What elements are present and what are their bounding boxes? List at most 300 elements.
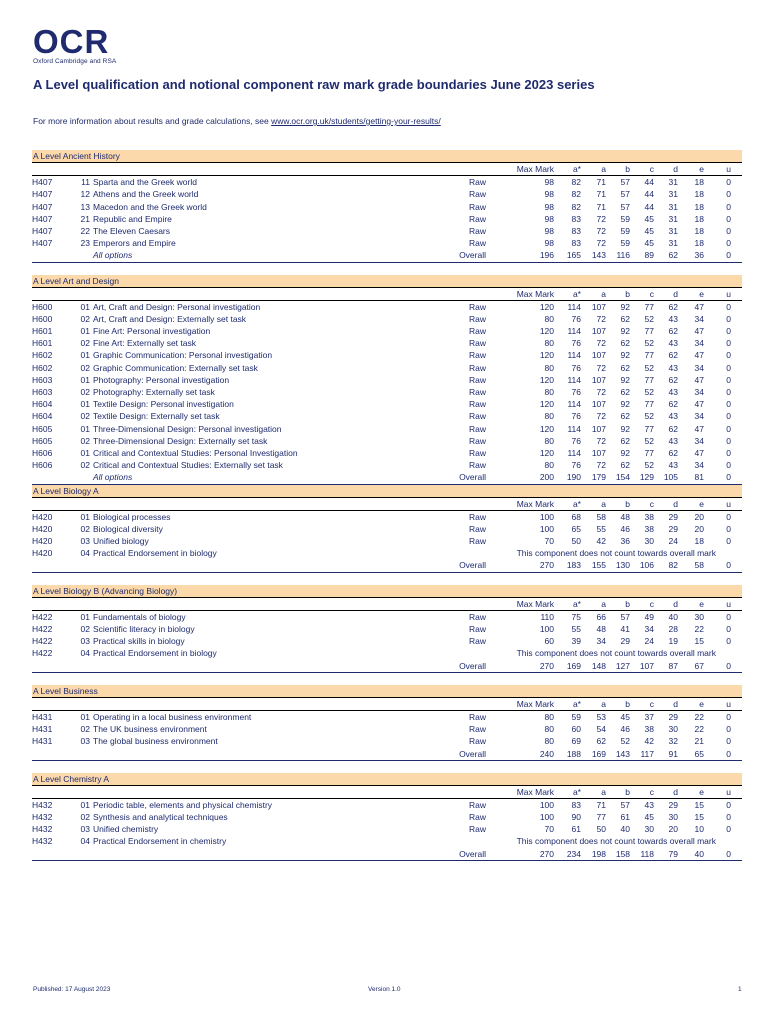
grade-boundary: 57 [620,189,630,200]
max-mark: 110 [540,611,554,622]
grade-boundary: 43 [668,338,678,349]
page-number: 1 [738,986,742,993]
table-row [32,799,742,811]
table-row [32,225,742,237]
grade-boundary: 0 [726,301,731,312]
component-title: Fine Art: Externally set task [93,338,196,349]
component-title: The Eleven Caesars [93,225,171,236]
grade-boundary: 34 [694,435,704,446]
grade-boundary: 65 [694,748,704,759]
grade-boundary: 52 [644,411,654,422]
component-title: Practical Endorsement in biology [93,648,217,659]
grade-boundary: 37 [644,711,654,722]
component-title: Scientific literacy in biology [93,624,195,634]
grade-boundary: 0 [726,338,731,349]
qualification-code: H603 [32,374,53,385]
max-mark: 80 [544,435,554,446]
grade-boundary: 30 [668,724,678,735]
qualification-code: H603 [32,387,53,397]
max-mark: 270 [539,560,554,571]
component-title: Textile Design: Externally set task [93,411,220,422]
grade-boundary: 76 [571,338,581,349]
grade-boundary: 53 [596,711,606,722]
grade-boundary: 30 [668,812,678,823]
max-mark: 80 [544,736,554,747]
grade-boundary: 72 [596,460,606,471]
grade-boundary: 158 [615,848,630,859]
max-mark: 98 [544,213,554,224]
grade-boundary: 47 [694,326,704,337]
mark-type: Raw [468,435,486,446]
grade-boundary: 114 [567,447,581,458]
grade-boundary: 29 [668,711,678,722]
grade-boundary: 77 [596,812,606,823]
grade-boundary: 20 [694,511,704,522]
section-title: A Level Biology B (Advancing Biology) [32,585,742,598]
grade-boundary: 0 [726,511,731,522]
component-note: This component does not count towards overall mark [516,548,716,559]
mark-type: Raw [468,711,486,722]
component-note: This component does not count towards overall mark [516,836,716,847]
mark-type: Raw [468,812,486,823]
grade-header: b [625,288,630,299]
grade-boundary: 0 [726,225,731,236]
qualification-code: H605 [32,435,53,446]
mark-type: Raw [468,326,486,337]
qualification-code: H407 [32,201,53,212]
grade-boundary: 83 [571,225,581,236]
grade-boundary: 0 [726,213,731,224]
section-spacer [32,761,742,773]
grade-boundary: 0 [726,523,731,534]
grade-boundary: 106 [639,560,654,571]
grade-header: e [699,698,704,709]
column-header-row [32,288,742,301]
max-mark: 120 [539,374,554,385]
mark-type: Overall [459,748,486,759]
table-row [32,349,742,361]
grade-boundary: 0 [726,350,731,361]
mark-type: Raw [468,411,486,422]
grade-header: a* [572,598,581,609]
component-title: Biological diversity [93,523,163,534]
qualification-code: H420 [32,523,53,534]
grade-boundary: 155 [591,560,606,571]
grade-section [32,275,742,485]
grade-boundary: 54 [596,724,606,735]
mark-type: Raw [468,447,486,458]
grade-boundary: 49 [644,611,654,622]
grade-boundary: 57 [620,799,630,810]
grade-boundary: 40 [668,611,678,622]
grade-boundary: 66 [596,611,606,622]
component-title: Three-Dimensional Design: Personal investigation [93,423,282,434]
table-row [32,176,742,188]
grade-boundary: 18 [694,189,704,200]
table-row [32,201,742,213]
component-title: Macedon and the Greek world [93,201,207,212]
table-row [32,547,742,559]
grade-boundary: 0 [726,387,731,397]
grade-boundary: 107 [591,326,606,337]
component-title: Art, Craft and Design: Externally set task [93,313,247,324]
grade-boundary: 71 [596,799,606,810]
qualification-code: H432 [32,812,53,823]
grade-boundary: 69 [571,736,581,747]
component-number: 02 [80,313,90,324]
max-mark: 80 [544,338,554,349]
table-row [32,635,742,647]
section-title: A Level Chemistry A [32,773,742,786]
grade-boundary: 30 [644,824,654,835]
qualification-code: H432 [32,799,53,810]
component-number: 02 [80,387,90,397]
component-number: 04 [80,648,90,659]
grade-boundary: 107 [591,423,606,434]
component-title: Republic and Empire [93,213,172,224]
qualification-code: H431 [32,711,53,722]
grade-header: u [726,786,731,797]
max-mark: 100 [539,624,554,634]
qualification-code: H432 [32,836,53,847]
grade-boundary: 118 [640,848,654,859]
section-title: A Level Biology A [32,485,742,498]
grade-boundary: 76 [571,460,581,471]
grade-boundary: 34 [694,313,704,324]
grade-boundary: 38 [644,523,654,534]
grade-header: e [699,288,704,299]
grade-boundary: 55 [571,624,581,634]
mark-type: Raw [468,313,486,324]
grade-boundary: 0 [726,624,731,634]
grade-boundary: 44 [644,201,654,212]
grade-boundary: 77 [644,399,654,410]
grade-boundary: 105 [663,472,678,483]
max-mark: 120 [539,301,554,312]
qualification-code: H606 [32,447,53,458]
mark-type: Raw [468,511,486,522]
grade-boundary: 77 [644,374,654,385]
grade-header: d [673,498,678,509]
grade-header: a [601,598,606,609]
component-number: 01 [80,511,90,522]
table-row [32,325,742,337]
grade-boundary: 15 [694,799,704,810]
component-title: Athens and the Greek world [93,189,199,200]
grade-header: u [726,698,731,709]
qualification-code: H605 [32,423,53,434]
grade-boundary: 62 [596,736,606,747]
component-title: Sparta and the Greek world [93,177,197,188]
max-mark-header: Max Mark [516,786,554,797]
grade-header: d [673,598,678,609]
grade-boundary: 169 [566,660,581,671]
component-number: 02 [80,523,90,534]
page-title: A Level qualification and notional component raw mark grade boundaries June 2023 series [33,77,595,92]
grade-boundary: 116 [616,250,630,261]
column-header-row [32,786,742,799]
component-number: 01 [80,326,90,337]
component-title: Photography: Externally set task [93,387,215,397]
grade-boundary: 50 [596,824,606,835]
grade-boundary: 62 [668,399,678,410]
component-title: Graphic Communication: Personal investigation [93,350,273,361]
component-title: The global business environment [93,736,218,747]
max-mark: 98 [544,189,554,200]
component-number: 01 [80,799,90,810]
max-mark: 80 [544,711,554,722]
table-row [32,435,742,447]
grade-boundary: 0 [726,411,731,422]
table-row [32,337,742,349]
mark-type: Raw [468,338,486,349]
grade-boundary: 44 [644,189,654,200]
grade-boundary: 46 [620,724,630,735]
info-line [33,116,441,126]
grade-boundary: 43 [668,411,678,422]
grade-boundary: 117 [640,748,654,759]
grade-boundary: 62 [668,447,678,458]
section-title: A Level Ancient History [32,150,742,163]
grade-boundary: 52 [644,338,654,349]
grade-boundary: 0 [726,748,731,759]
component-title: Practical Endorsement in biology [93,548,217,559]
max-mark: 100 [539,799,554,810]
grade-boundary: 107 [591,350,606,361]
grade-boundary: 62 [620,362,630,373]
grade-boundary: 71 [596,201,606,212]
grade-boundary: 34 [694,460,704,471]
mark-type: Raw [468,460,486,471]
grade-header: u [726,164,731,174]
component-number: 22 [80,225,90,236]
grade-boundary: 107 [591,301,606,312]
component-number: 23 [80,238,90,249]
table-row [32,823,742,835]
max-mark: 200 [539,472,554,483]
grade-header: c [649,786,654,797]
grade-section [32,685,742,773]
grade-boundary: 72 [596,338,606,349]
grade-boundary: 47 [694,399,704,410]
component-number: 03 [80,536,90,547]
mark-type: Raw [468,523,486,534]
component-title: Emperors and Empire [93,238,176,249]
component-title: Critical and Contextual Studies: Personal Investigation [93,447,298,458]
component-title: Operating in a local business environment [93,711,252,722]
qualification-code: H407 [32,177,53,188]
qualification-code: H431 [32,724,53,735]
component-number: 02 [80,362,90,373]
grade-boundary: 15 [694,812,704,823]
grade-boundary: 50 [571,536,581,547]
overall-row [32,748,742,761]
qualification-code: H602 [32,362,53,373]
column-header-row [32,598,742,611]
grade-boundary: 0 [726,611,731,622]
column-header-row [32,698,742,711]
grade-boundary: 169 [591,748,606,759]
grade-boundary: 59 [620,225,630,236]
grade-header: a [601,786,606,797]
component-number: 12 [80,189,90,200]
table-row [32,301,742,313]
qualification-code: H432 [32,824,53,835]
ocr-logo [33,23,173,65]
version-label: Version 1.0 [368,986,401,993]
max-mark-header: Max Mark [516,598,554,609]
grade-boundary: 59 [571,711,581,722]
max-mark: 100 [539,523,554,534]
grade-boundary: 92 [620,399,630,410]
component-number: 01 [80,374,90,385]
grade-boundary: 62 [668,423,678,434]
grade-header: b [625,786,630,797]
grade-boundary: 107 [591,447,606,458]
mark-type: Overall [459,848,486,859]
table-row [32,459,742,471]
mark-type: Raw [468,189,486,200]
table-row [32,447,742,459]
mark-type: Raw [468,736,486,747]
grade-boundary: 0 [726,238,731,249]
grade-header: a [601,698,606,709]
grade-boundary: 77 [644,301,654,312]
grade-section [32,585,742,685]
grade-boundary: 0 [726,423,731,434]
mark-type: Raw [468,636,486,647]
grade-boundary: 82 [571,201,581,212]
grade-boundary: 72 [596,387,606,397]
grade-boundary: 31 [668,201,678,212]
grade-boundary: 46 [620,523,630,534]
mark-type: Raw [468,387,486,397]
component-title: Critical and Contextual Studies: Externally set task [93,460,283,471]
grade-boundary: 60 [571,724,581,735]
mark-type: Raw [468,213,486,224]
grade-boundary: 31 [668,225,678,236]
grade-header: a [601,288,606,299]
grade-boundary: 29 [668,523,678,534]
grade-boundary: 34 [644,624,654,634]
section-spacer [32,573,742,585]
grade-header: b [625,164,630,174]
max-mark: 98 [544,177,554,188]
grade-boundary: 22 [694,711,704,722]
component-title: Fundamentals of biology [93,611,186,622]
table-row [32,188,742,200]
grade-boundary: 48 [596,624,606,634]
grade-boundary: 52 [644,362,654,373]
grade-boundary: 190 [566,472,581,483]
grade-boundary: 43 [668,387,678,397]
grade-boundary: 114 [567,374,581,385]
component-title: Unified biology [93,536,149,547]
grade-boundary: 36 [620,536,630,547]
grade-boundary: 36 [694,250,704,261]
grade-boundary: 45 [644,238,654,249]
grade-boundary: 45 [644,213,654,224]
grade-boundary: 57 [620,611,630,622]
grade-header: b [625,598,630,609]
grade-boundary: 72 [596,238,606,249]
grade-boundary: 89 [644,250,654,261]
component-title: Graphic Communication: Externally set task [93,362,258,373]
grade-boundary: 82 [571,177,581,188]
grade-boundary: 57 [620,201,630,212]
grade-boundary: 62 [620,313,630,324]
table-row [32,523,742,535]
grade-boundary: 0 [726,724,731,735]
grade-boundary: 72 [596,225,606,236]
mark-type: Raw [468,423,486,434]
table-row [32,410,742,422]
results-link[interactable]: www.ocr.org.uk/students/getting-your-results/ [271,116,441,126]
grade-boundary: 18 [694,213,704,224]
grade-boundary: 24 [644,636,654,647]
grade-header: b [625,498,630,509]
section-spacer [32,673,742,685]
max-mark: 80 [544,387,554,397]
grade-boundary: 15 [694,636,704,647]
table-row [32,623,742,635]
section-title: A Level Business [32,685,742,698]
grade-boundary: 0 [726,435,731,446]
grade-boundary: 0 [726,374,731,385]
mark-type: Raw [468,624,486,634]
component-number: 01 [80,447,90,458]
mark-type: Raw [468,301,486,312]
grade-boundary: 130 [615,560,630,571]
grade-boundary: 47 [694,350,704,361]
grade-boundary: 62 [668,326,678,337]
mark-type: Raw [468,177,486,188]
grade-boundary: 38 [644,724,654,735]
max-mark: 120 [539,423,554,434]
mark-type: Raw [468,724,486,735]
component-number: 02 [80,411,90,422]
grade-boundary: 76 [571,313,581,324]
component-title: The UK business environment [93,724,207,735]
mark-type: Raw [468,824,486,835]
overall-row [32,660,742,673]
mark-type: Overall [459,560,486,571]
grade-boundary: 0 [726,848,731,859]
qualification-code: H407 [32,213,53,224]
grade-boundary: 0 [726,799,731,810]
grade-header: c [649,698,654,709]
grade-boundary: 31 [668,189,678,200]
max-mark: 98 [544,201,554,212]
qualification-code: H422 [32,611,53,622]
grade-boundary: 22 [694,624,704,634]
table-row [32,362,742,374]
qualification-code: H602 [32,350,53,361]
grade-header: a* [572,498,581,509]
grade-boundary: 183 [566,560,581,571]
grade-boundary: 19 [668,636,678,647]
grade-header: a [601,164,606,174]
overall-row [32,471,742,484]
max-mark: 80 [544,724,554,735]
grade-boundary: 18 [694,536,704,547]
grade-boundary: 57 [620,177,630,188]
grade-boundary: 127 [615,660,630,671]
qualification-code: H601 [32,326,53,337]
grade-boundary: 29 [668,799,678,810]
grade-boundary: 43 [668,435,678,446]
qualification-code: H604 [32,411,53,422]
